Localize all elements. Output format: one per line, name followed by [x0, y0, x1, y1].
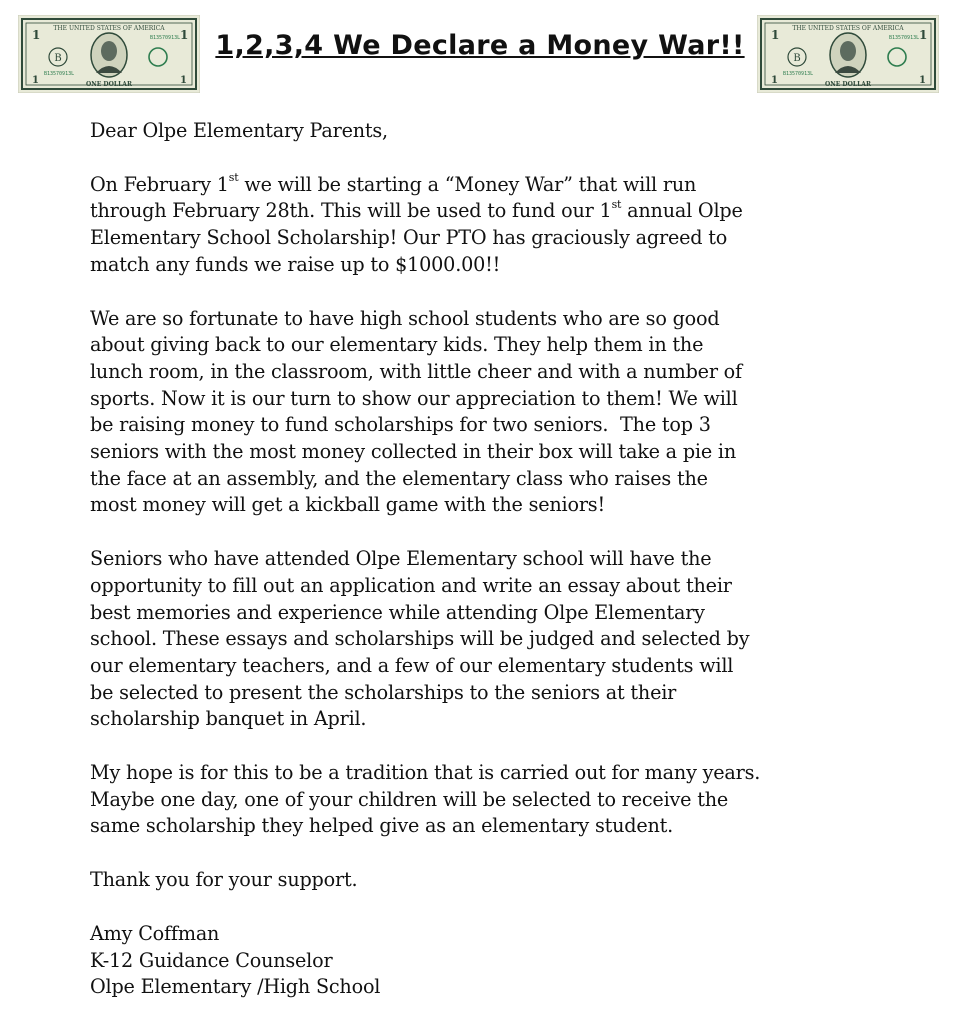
- signature-school: Olpe Elementary /High School: [90, 975, 381, 999]
- svg-text:1: 1: [771, 75, 778, 86]
- paragraph-1: [90, 172, 920, 279]
- paragraph-2-line: lunch room, in the classroom, with little cheer and with a number of: [90, 359, 742, 383]
- paragraph-3-line: Seniors who have attended Olpe Elementary school will have the: [90, 547, 712, 571]
- signature-role: K-12 Guidance Counselor: [90, 948, 333, 972]
- svg-text:1: 1: [919, 75, 926, 86]
- svg-text:1: 1: [32, 28, 41, 42]
- paragraph-4-line: same scholarship they helped give as an elementary student.: [90, 814, 674, 838]
- paragraph-3-line: our elementary teachers, and a few of our elementary students will: [90, 653, 734, 677]
- greeting: Dear Olpe Elementary Parents,: [90, 119, 388, 142]
- svg-text:B13570913L: B13570913L: [889, 35, 920, 41]
- letter-body: [90, 118, 920, 1001]
- paragraph-1-line: On February 1st we will be starting a “Money War” that will run: [90, 171, 697, 196]
- svg-text:1: 1: [919, 28, 928, 42]
- svg-text:THE UNITED STATES OF AMERICA: THE UNITED STATES OF AMERICA: [53, 25, 165, 32]
- paragraph-2-line: sports. Now it is our turn to show our appreciation to them! We will: [90, 386, 738, 410]
- paragraph-3: [90, 546, 920, 733]
- page-title: 1,2,3,4 We Declare a Money War!!: [215, 30, 745, 61]
- svg-text:THE UNITED STATES OF AMERICA: THE UNITED STATES OF AMERICA: [792, 25, 904, 32]
- paragraph-3-line: school. These essays and scholarships will be judged and selected by: [90, 627, 750, 651]
- paragraph-2-line: most money will get a kickball game with the seniors!: [90, 493, 605, 517]
- paragraph-1-line: through February 28th. This will be used to fund our 1st annual Olpe: [90, 198, 743, 223]
- paragraph-4: [90, 760, 920, 840]
- svg-text:1: 1: [180, 75, 187, 86]
- svg-text:1: 1: [180, 28, 189, 42]
- paragraph-2-line: seniors with the most money collected in their box will take a pie in: [90, 440, 736, 464]
- dollar-bill-left-image: [18, 15, 200, 93]
- svg-text:B: B: [54, 53, 62, 64]
- paragraph-1-line: match any funds we raise up to $1000.00!!: [90, 252, 501, 276]
- svg-text:ONE DOLLAR: ONE DOLLAR: [86, 81, 132, 88]
- paragraph-3-line: best memories and experience while attending Olpe Elementary: [90, 600, 705, 624]
- dollar-bill-right-image: [757, 15, 939, 93]
- svg-text:B13570913L: B13570913L: [44, 71, 75, 77]
- paragraph-2: [90, 306, 920, 520]
- paragraph-3-line: scholarship banquet in April.: [90, 707, 367, 731]
- paragraph-4-line: My hope is for this to be a tradition that is carried out for many years.: [90, 761, 761, 785]
- paragraph-3-line: be selected to present the scholarships to the seniors at their: [90, 680, 677, 704]
- signature-name: Amy Coffman: [90, 921, 220, 945]
- svg-text:B13570913L: B13570913L: [150, 35, 181, 41]
- svg-text:1: 1: [771, 28, 780, 42]
- signature-block: [90, 921, 920, 1001]
- paragraph-4-line: Maybe one day, one of your children will be selected to receive the: [90, 787, 729, 811]
- closing: Thank you for your support.: [90, 868, 358, 892]
- svg-text:B13570913L: B13570913L: [783, 71, 814, 77]
- svg-text:ONE DOLLAR: ONE DOLLAR: [825, 81, 871, 88]
- svg-text:1: 1: [32, 75, 39, 86]
- paragraph-2-line: the face at an assembly, and the elementary class who raises the: [90, 466, 708, 490]
- paragraph-2-line: be raising money to fund scholarships for two seniors. The top 3: [90, 413, 711, 437]
- svg-text:B: B: [793, 53, 801, 64]
- paragraph-2-line: about giving back to our elementary kids. They help them in the: [90, 333, 704, 357]
- paragraph-2-line: We are so fortunate to have high school students who are so good: [90, 306, 720, 330]
- paragraph-1-line: Elementary School Scholarship! Our PTO has graciously agreed to: [90, 226, 728, 250]
- paragraph-3-line: opportunity to fill out an application and write an essay about their: [90, 573, 732, 597]
